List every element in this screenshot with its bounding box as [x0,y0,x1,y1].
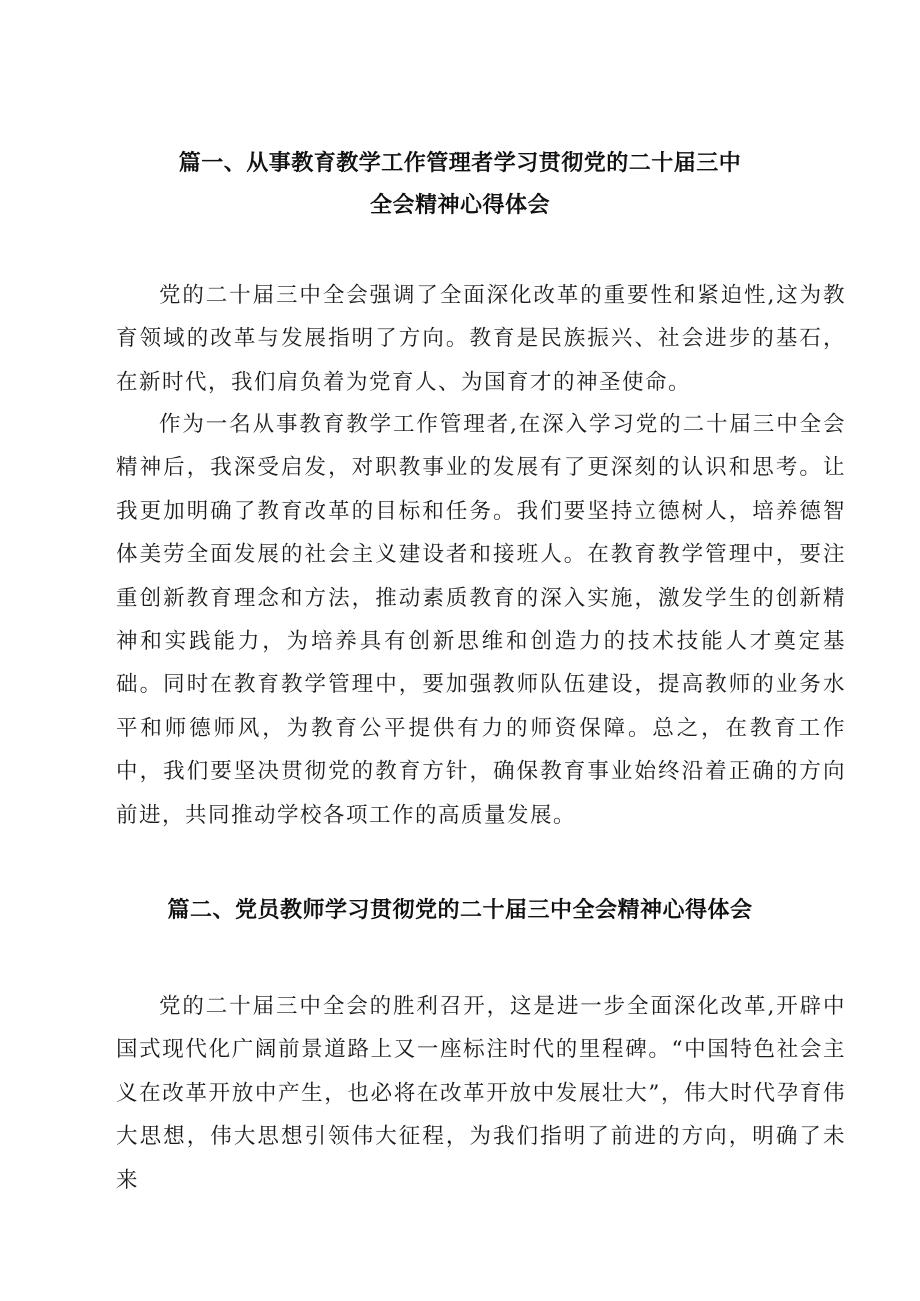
section1-paragraph-1: 党的二十届三中全会强调了全面深化改革的重要性和紧迫性,这为教育领域的改革与发展指明了方向。教育是民族振兴、社会进步的基石，在新时代，我们肩负着为党育人、为国育才的神圣使命。 [116,283,846,395]
section2-title-line: 篇二、党员教师学习贯彻党的二十届三中全会精神心得体会 [167,898,753,923]
section1-title-line2: 全会精神心得体会 [369,193,550,218]
section2-paragraph-1: 党的二十届三中全会的胜利召开，这是进一步全面深化改革,开辟中国式现代化广阔前景道路上又一座标注时代的里程碑。“中国特色社会主义在改革开放中产生，也必将在改革开放中发展壮大”，伟大时代孕育伟大思想，伟大思想引领伟大征程，为我们指明了前进的方向，明确了未来 [116,994,846,1193]
section1-title-line1: 篇一、从事教育教学工作管理者学习贯彻党的二十届三中 [178,151,742,176]
section2-title [0,890,920,932]
section1-title [0,143,920,227]
section1-paragraph-2: 作为一名从事教育教学工作管理者,在深入学习党的二十届三中全会精神后，我深受启发，对职教事业的发展有了更深刻的认识和思考。让我更加明确了教育改革的目标和任务。我们要坚持立德树人，培养德智体美劳全面发展的社会主义建设者和接班人。在教育教学管理中，要注重创新教育理念和方法，推动素质教育的深入实施，激发学生的创新精神和实践能力，为培养具有创新思维和创造力的技术技能人才奠定基础。同时在教育教学管理中，要加强教师队伍建设，提高教师的业务水平和师德师风，为教育公平提供有力的师资保障。总之，在教育工作中，我们要坚决贯彻党的教育方针，确保教育事业始终沿着正确的方向前进，共同推动学校各项工作的高质量发展。 [116,412,846,828]
